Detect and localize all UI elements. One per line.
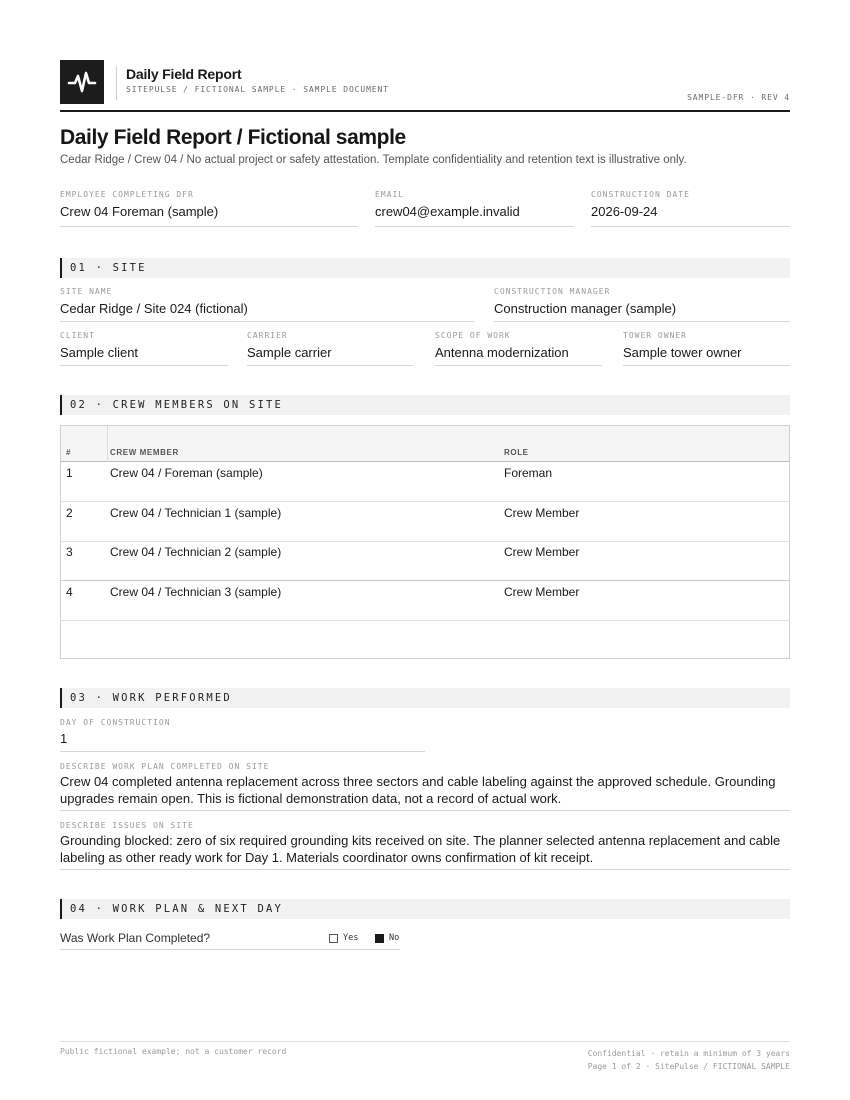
carrier-field[interactable] <box>247 331 413 366</box>
section-next-day-heading <box>60 899 790 919</box>
issues-label: DESCRIBE ISSUES ON SITE <box>60 821 194 830</box>
employee-field[interactable] <box>60 190 358 227</box>
construction-date-label: CONSTRUCTION DATE <box>591 190 690 199</box>
footer-page-info <box>588 1047 790 1073</box>
row-number: 1 <box>66 466 73 480</box>
checkbox-no[interactable] <box>375 934 384 943</box>
section-crew-title: 02 · CREW MEMBERS ON SITE <box>70 399 284 411</box>
day-of-construction-value: 1 <box>60 731 68 746</box>
question-label: Was Work Plan Completed? <box>60 931 211 945</box>
crew-member-name: Crew 04 / Foreman (sample) <box>110 466 263 480</box>
brand-subtitle: SITEPULSE / FICTIONAL SAMPLE · SAMPLE DOCUMENT <box>126 85 389 94</box>
checkbox-yes[interactable] <box>329 934 338 943</box>
header-rule <box>60 110 790 112</box>
email-label: EMAIL <box>375 190 405 199</box>
crew-member-name: Crew 04 / Technician 2 (sample) <box>110 545 282 559</box>
scope-of-work-value: Antenna modernization <box>435 345 569 360</box>
site-name-value: Cedar Ridge / Site 024 (fictional) <box>60 301 248 316</box>
page-subtitle: Cedar Ridge / Crew 04 / No actual project or safety attestation. Template confidentiality and retention text is illustrative only. <box>60 154 687 166</box>
footer-rule <box>60 1041 790 1042</box>
carrier-label: CARRIER <box>247 331 288 340</box>
tower-owner-field[interactable] <box>623 331 790 366</box>
issues-field[interactable] <box>60 821 790 870</box>
crew-member-name: Crew 04 / Technician 3 (sample) <box>110 585 282 599</box>
scope-of-work-label: SCOPE OF WORK <box>435 331 511 340</box>
site-name-label: SITE NAME <box>60 287 113 296</box>
work-plan-field[interactable] <box>60 762 790 811</box>
table-row <box>61 581 789 621</box>
section-site-heading <box>60 258 790 278</box>
issues-value: Grounding blocked: zero of six required grounding kits received on site. The planner selected antenna replacement and cable labeling as other ready work for Day 1. Materials coordinator owns confirmation of kit receipt. <box>60 833 781 865</box>
employee-value: Crew 04 Foreman (sample) <box>60 204 219 219</box>
crew-member-role: Crew Member <box>504 506 580 520</box>
table-row <box>61 502 789 542</box>
crew-table <box>60 425 790 659</box>
table-row <box>61 541 789 581</box>
crew-member-role: Foreman <box>504 466 553 480</box>
construction-manager-value: Construction manager (sample) <box>494 301 677 316</box>
tower-owner-label: TOWER OWNER <box>623 331 687 340</box>
pulse-icon <box>60 60 104 104</box>
scope-of-work-field[interactable] <box>435 331 602 366</box>
crew-member-role: Crew Member <box>504 545 580 559</box>
section-site-title: 01 · SITE <box>70 262 147 274</box>
day-of-construction-label: DAY OF CONSTRUCTION <box>60 718 171 727</box>
crew-table-header <box>61 426 789 462</box>
option-no-label: No <box>389 933 400 943</box>
site-name-field[interactable] <box>60 287 474 322</box>
tower-owner-value: Sample tower owner <box>623 345 742 360</box>
email-field[interactable] <box>375 190 574 227</box>
section-work-heading <box>60 688 790 708</box>
email-value: crew04@example.invalid <box>375 204 520 219</box>
construction-date-value: 2026-09-24 <box>591 204 658 219</box>
crew-member-role: Crew Member <box>504 585 580 599</box>
footer-disclaimer: Public fictional example; not a customer record <box>60 1047 287 1056</box>
footer-page-number: Page 1 of 2 · SitePulse / FICTIONAL SAMPLE <box>587 1062 790 1071</box>
carrier-value: Sample carrier <box>247 345 332 360</box>
footer-retention: Confidential · retain a minimum of 3 years <box>587 1049 790 1058</box>
crew-member-name: Crew 04 / Technician 1 (sample) <box>110 506 282 520</box>
header-divider <box>116 66 117 100</box>
brand-title: Daily Field Report <box>126 66 242 82</box>
row-number: 2 <box>66 506 73 520</box>
column-header-member: CREW MEMBER <box>110 448 179 457</box>
option-yes-label: Yes <box>343 933 359 943</box>
row-number: 4 <box>66 585 73 599</box>
construction-manager-label: CONSTRUCTION MANAGER <box>494 287 611 296</box>
work-plan-completed-question <box>60 930 400 950</box>
column-header-role: ROLE <box>504 448 529 457</box>
work-plan-value: Crew 04 completed antenna replacement across three sectors and cable labeling against the approved schedule. Grounding upgrades remain open. This is fictional demonstration data, not a record of actual work. <box>60 774 776 806</box>
logo <box>60 60 104 104</box>
work-plan-label: DESCRIBE WORK PLAN COMPLETED ON SITE <box>60 762 270 771</box>
construction-date-field[interactable] <box>591 190 790 227</box>
document-id: SAMPLE-DFR · REV 4 <box>687 93 790 102</box>
page-title: Daily Field Report / Fictional sample <box>60 126 406 149</box>
construction-manager-field[interactable] <box>494 287 790 322</box>
day-of-construction-field[interactable] <box>60 718 425 752</box>
row-number: 3 <box>66 545 73 559</box>
column-header-number: # <box>66 448 72 457</box>
employee-label: EMPLOYEE COMPLETING DFR <box>60 190 194 199</box>
section-crew-heading <box>60 395 790 415</box>
section-next-day-title: 04 · WORK PLAN & NEXT DAY <box>70 903 284 915</box>
client-label: CLIENT <box>60 331 95 340</box>
client-value: Sample client <box>60 345 139 360</box>
section-work-title: 03 · WORK PERFORMED <box>70 692 232 704</box>
client-field[interactable] <box>60 331 228 366</box>
table-row <box>61 462 789 502</box>
